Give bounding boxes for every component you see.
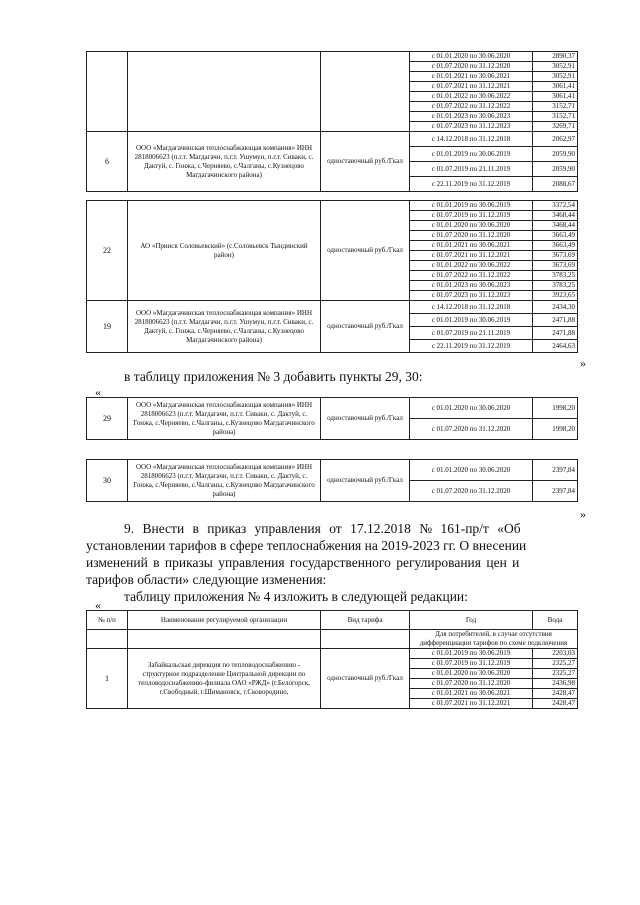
tariff-table-1 [86,51,578,192]
tariff-table-4 [86,459,578,502]
tariff-type [321,52,410,132]
tariff-value: 3468,44 [533,221,578,231]
row-number [87,52,128,132]
tariff-type: одноставочный руб./Гкал [321,301,410,353]
period: с 01.01.2020 по 30.06.2020 [410,398,533,419]
heading-appendix-3: в таблицу приложения № 3 добавить пункты 29, 30: [124,369,423,384]
tariff-type: одноставочный руб./Гкал [321,460,410,502]
subheader: Для потребителей, в случае отсутствия дифференциации тарифов по схеме подключения [410,630,578,649]
header-no: № п/п [87,611,128,630]
tariff-value: 2062,97 [533,132,578,147]
period: с 01.07.2020 по 31.12.2020 [410,419,533,440]
tariff-value: 3783,25 [533,281,578,291]
close-quote: » [580,356,586,370]
row-number: 30 [87,460,128,502]
period: с 01.01.2022 по 30.06.2022 [410,92,533,102]
period: с 01.01.2022 по 30.06.2022 [410,261,533,271]
row-number: 1 [87,649,128,709]
paragraph-9-line-5: таблицу приложения № 4 изложить в следующей редакции: [124,589,468,604]
tariff-table-3 [86,397,578,440]
paragraph-9-line-4: тарифов области» следующие изменения: [86,572,327,587]
period: с 01.07.2023 по 31.12.2023 [410,291,533,301]
table-row [87,52,578,62]
table-row [87,460,578,481]
period: с 01.07.2020 по 31.12.2020 [410,679,533,689]
period: с 01.01.2020 по 30.06.2020 [410,52,533,62]
period: с 01.01.2021 по 30.06.2021 [410,241,533,251]
header-year: Год [410,611,533,630]
tariff-value: 3673,69 [533,261,578,271]
tariff-value: 2059,90 [533,162,578,177]
tariff-value: 3052,91 [533,72,578,82]
period: с 01.01.2019 по 30.06.2019 [410,201,533,211]
period: с 01.07.2020 по 31.12.2020 [410,481,533,502]
header-org: Наименование регулируемой организации [128,611,321,630]
tariff-value: 3061,41 [533,92,578,102]
tariff-value: 2325,27 [533,669,578,679]
tariff-value: 1998,20 [533,419,578,440]
tariff-value: 3468,44 [533,211,578,221]
organization-name [128,52,321,132]
table-header-row [87,611,578,630]
period: с 01.07.2019 по 21.11.2019 [410,162,533,177]
period: с 01.07.2020 по 31.12.2020 [410,231,533,241]
tariff-value: 3152,71 [533,102,578,112]
paragraph-9-line-3: изменений в приказы управления государственного регулирования цен и [86,555,520,570]
tariff-value: 3052,91 [533,62,578,72]
organization-name: АО «Прииск Соловьевский» (с.Соловьевск Тындинский район) [128,201,321,301]
period: с 01.01.2021 по 30.06.2021 [410,72,533,82]
period: с 01.01.2019 по 30.06.2019 [410,314,533,327]
period: с 01.07.2019 по 21.11.2019 [410,327,533,340]
period: с 01.07.2022 по 31.12.2022 [410,102,533,112]
tariff-value: 2890,37 [533,52,578,62]
period: с 14.12.2018 по 31.12.2018 [410,301,533,314]
tariff-value: 2471,88 [533,327,578,340]
organization-name: ООО «Магдагачинская теплоснабжающая компания» ИНН 2818006623 (п.г.т. Магдагачи, п.г.т. Сиваки, с. Дактуй, с. Гонжа, с.Черняево, с.Чалганы, с.Кузнецово Магдагачинского района) [128,460,321,502]
period: с 22.11.2019 по 31.12.2019 [410,177,533,192]
tariff-value: 2203,03 [533,649,578,659]
period: с 22.11.2019 по 31.12.2019 [410,340,533,353]
tariff-table-2 [86,200,578,353]
table-subheader-row [87,630,578,649]
period: с 01.01.2023 по 30.06.2023 [410,281,533,291]
period: с 01.07.2023 по 31.12.2023 [410,122,533,132]
tariff-value: 3152,71 [533,112,578,122]
table-row [87,132,578,147]
tariff-value: 2434,30 [533,301,578,314]
organization-name: ООО «Магдагачинская теплоснабжающая компания» ИНН 2818006623 (п.г.т. Магдагачи, п.г.т. Сиваки, с. Дактуй, с. Гонжа, с.Черняево, с.Чалганы, с.Кузнецово Магдагачинского района) [128,398,321,440]
period: с 01.07.2019 по 31.12.2019 [410,659,533,669]
period: с 01.01.2019 по 30.06.2019 [410,147,533,162]
table-row [87,649,578,659]
table-row [87,201,578,211]
tariff-value: 2428,47 [533,689,578,699]
table-row [87,301,578,314]
header-type: Вид тарифа [321,611,410,630]
tariff-value: 3061,41 [533,82,578,92]
period: с 01.01.2020 по 30.06.2020 [410,221,533,231]
tariff-value: 2471,88 [533,314,578,327]
tariff-value: 3663,49 [533,241,578,251]
close-quote: » [580,507,586,521]
period: с 01.07.2022 по 31.12.2022 [410,271,533,281]
organization-name: ООО «Магдагачинская теплоснабжающая компания» ИНН 2818006623 (п.г.т. Магдагачи, п.г.т. Ушумун, п.г.т. Сиваки, с. Дактуй, с. Гонжа, с.Черняево, с.Чалганы, с.Кузнецово Магдагачинского района) [128,132,321,192]
tariff-value: 2088,67 [533,177,578,192]
header-water: Вода [533,611,578,630]
period: с 01.01.2019 по 30.06.2019 [410,649,533,659]
period: с 01.07.2019 по 31.12.2019 [410,211,533,221]
period: с 01.07.2021 по 31.12.2021 [410,251,533,261]
tariff-value: 3923,65 [533,291,578,301]
tariff-value: 3372,54 [533,201,578,211]
tariff-type: одноставочный руб./Гкал [321,201,410,301]
tariff-value: 2428,47 [533,699,578,709]
period: с 14.12.2018 по 31.12.2018 [410,132,533,147]
tariff-value: 1998,20 [533,398,578,419]
tariff-value: 3673,69 [533,251,578,261]
period: с 01.01.2021 по 30.06.2021 [410,689,533,699]
period: с 01.07.2021 по 31.12.2021 [410,699,533,709]
tariff-value: 2436,98 [533,679,578,689]
organization-name: ООО «Магдагачинская теплоснабжающая компания» ИНН 2818006623 (п.г.т. Магдагачи, п.г.т. Ушумун, п.г.т. Сиваки, с. Дактуй, с. Гонжа, с.Черняево, с.Чалганы, с.Кузнецово Магдагачинского района) [128,301,321,353]
organization-name: Забайкальская дирекция по тепловодоснабжению - структурное подразделение Центральной дирекции по тепловодоснабжению-филиала ОАО «РЖД» (г.Белогорск, г.Свободный, г.Шимановск, г.Сковородино, [128,649,321,709]
tariff-value: 2397,84 [533,481,578,502]
row-number: 6 [87,132,128,192]
paragraph-9-line-1: 9. Внести в приказ управления от 17.12.2018 № 161-пр/т «Об [124,521,521,536]
tariff-type: одноставочный руб./Гкал [321,649,410,709]
tariff-value: 2397,84 [533,460,578,481]
open-quote: « [95,598,101,612]
tariff-value: 3269,71 [533,122,578,132]
tariff-value: 2325,27 [533,659,578,669]
period: с 01.07.2020 по 31.12.2020 [410,62,533,72]
row-number: 19 [87,301,128,353]
tariff-value: 2059,90 [533,147,578,162]
tariff-value: 3783,25 [533,271,578,281]
tariff-type: одноставочный руб./Гкал [321,398,410,440]
period: с 01.01.2020 по 30.06.2020 [410,460,533,481]
tariff-value: 3663,49 [533,231,578,241]
table-row [87,398,578,419]
period: с 01.01.2023 по 30.06.2023 [410,112,533,122]
open-quote: « [95,385,101,399]
row-number: 22 [87,201,128,301]
paragraph-9-line-2: установлении тарифов в сфере теплоснабжения на 2019-2023 гг. О внесении [86,538,527,553]
period: с 01.07.2021 по 31.12.2021 [410,82,533,92]
tariff-table-appendix-4 [86,610,578,709]
tariff-value: 2464,63 [533,340,578,353]
period: с 01.01.2020 по 30.06.2020 [410,669,533,679]
tariff-type: одноставочный руб./Гкал [321,132,410,192]
row-number: 29 [87,398,128,440]
